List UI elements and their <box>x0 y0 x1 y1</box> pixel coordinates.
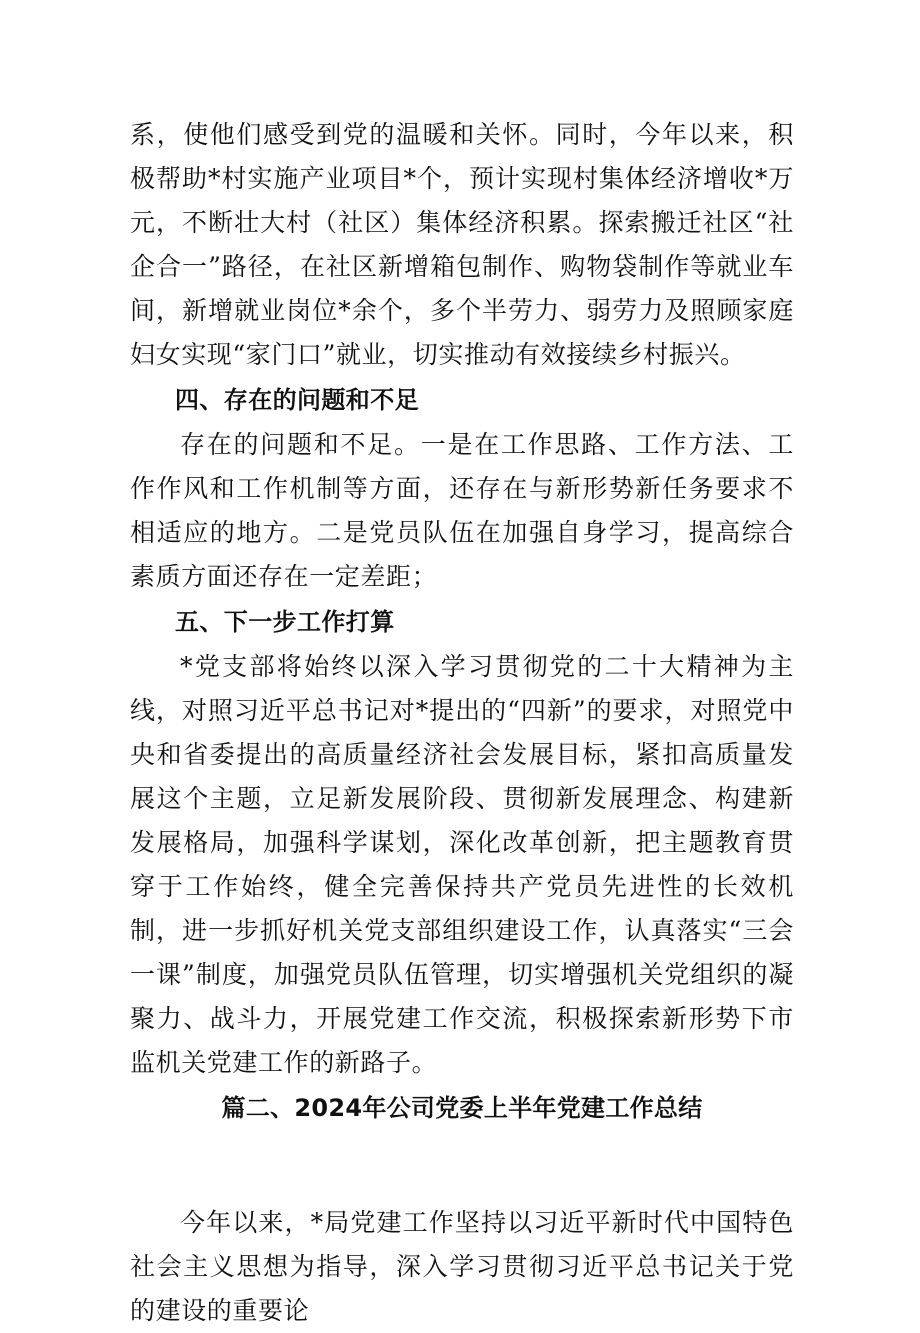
paragraph-next-steps: *党支部将始终以深入学习贯彻党的二十大精神为主线，对照习近平总书记对*提出的“四新”的要求，对照党中央和省委提出的高质量经济社会发展目标，紧扣高质量发展这个主题，立足新发展阶段、贯彻新发展理念、构建新发展格局，加强科学谋划，深化改革创新，把主题教育贯穿于工作始终，健全完善保持共产党员先进性的长效机制，进一步抓好机关党支部组织建设工作，认真落实“三会一课”制度，加强党员队伍管理，切实增强机关党组织的凝聚力、战斗力，开展党建工作交流，积极探索新形势下市监机关党建工作的新路子。 <box>130 652 794 1077</box>
document-page <box>130 113 794 1333</box>
paragraph-problems: 存在的问题和不足。一是在工作思路、工作方法、工作作风和工作机制等方面，还存在与新形势新任务要求不相适应的地方。二是党员队伍在加强自身学习，提高综合素质方面还存在一定差距； <box>130 430 794 591</box>
paragraph-assistance-projects: 系，使他们感受到党的温暖和关怀。同时，今年以来，积极帮助*村实施产业项目*个，预计实现村集体经济增收*万元，不断壮大村（社区）集体经济积累。探索搬迁社区“社企合一”路径，在社区新增箱包制作、购物袋制作等就业车间，新增就业岗位*余个，多个半劳力、弱劳力及照顾家庭妇女实现“家门口”就业，切实推动有效接续乡村振兴。 <box>130 120 794 369</box>
paragraph-intro-part-two: 今年以来，*局党建工作坚持以习近平新时代中国特色社会主义思想为指导，深入学习贯彻习近平总书记关于党的建设的重要论 <box>130 1208 794 1325</box>
section-heading-next-steps: 五、下一步工作打算 <box>175 608 395 636</box>
spacer <box>130 1131 794 1201</box>
article-title-part-two: 篇二、2024年公司党委上半年党建工作总结 <box>221 1094 703 1122</box>
section-heading-problems: 四、存在的问题和不足 <box>175 386 419 414</box>
